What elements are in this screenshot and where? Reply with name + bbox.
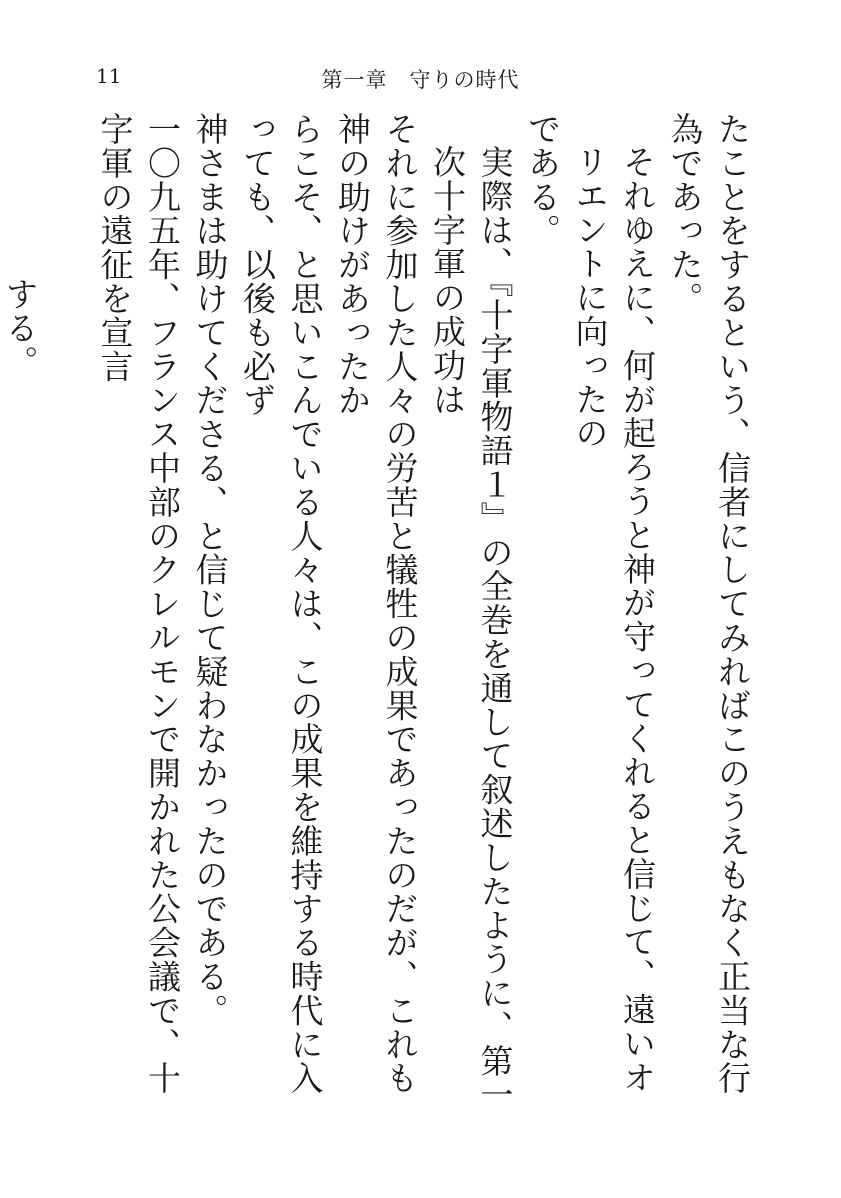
page-number: 11 <box>96 64 122 88</box>
text-line: 実際は、『十字軍物語１』の全巻を通して叙述したように、第一次十字軍の成功は <box>428 145 515 1112</box>
text-line: たことをするという、信者にしてみればこのうえもなく正当な行為であった。 <box>665 112 752 1096</box>
chronology-entry: 一〇九五年、フランス中部のクレルモンで開かれた公会議で、十字軍の遠征を宣言 <box>95 112 182 1096</box>
text-line: らこそ、と思いこんでいる人々は、この成果を維持する時代に入っても、以後も必ず <box>238 112 325 1096</box>
text-line: である。 <box>523 112 562 248</box>
text-line: 神さまは助けてくださる、と信じて疑わなかったのである。 <box>190 112 230 1028</box>
body-text <box>0 112 756 1122</box>
text-line: それゆえに、何が起ろうと神が守ってくれると信じて、遠いオリエントに向ったの <box>570 145 657 1095</box>
chronology-entry-continuation: する。 <box>0 277 40 379</box>
text-line: それに参加した人々の労苦と犠牲の成果であったのだが、これも神の助けがあったか <box>333 112 420 1096</box>
running-title: 第一章 守りの時代 <box>321 68 520 92</box>
